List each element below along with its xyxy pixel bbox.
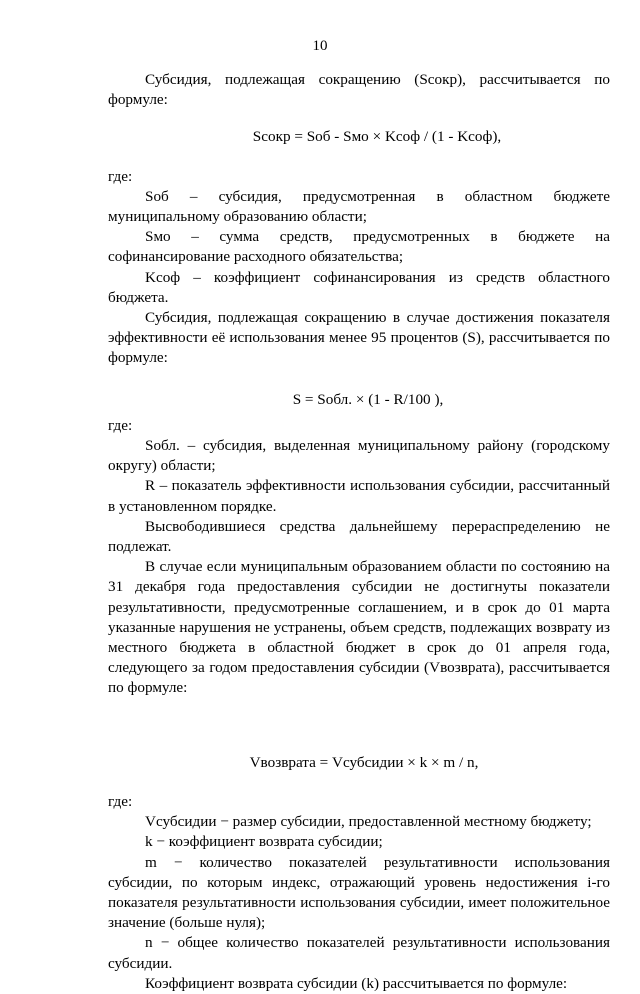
paragraph-reduction-intro: Субсидия, подлежащая сокращению (Sсокр), рассчитывается по формуле: bbox=[108, 71, 610, 109]
formula-return: Vвозврата = Vсубсидии × k × m / n, bbox=[249, 753, 479, 771]
definition-k: k − коэффициент возврата субсидии; bbox=[145, 833, 383, 851]
page-number: 10 bbox=[312, 38, 328, 54]
paragraph-released-funds: Высвободившиеся средства дальнейшему перераспределению не подлежат. bbox=[108, 517, 610, 556]
definition-m: m − количество показателей результативности использования субсидии, по которым индекс, отражающий уровень недостижения i-го показателя результативности использования субсидии, имеет положительное значение (больше нуля); bbox=[108, 853, 610, 932]
definition-vsub: Vсубсидии − размер субсидии, предоставленной местному бюджету; bbox=[145, 813, 592, 831]
formula-efficiency: S = Sобл. × (1 - R/100 ), bbox=[292, 390, 444, 408]
definition-sobl: Sобл. – субсидия, выделенная муниципальному району (городскому округу) области; bbox=[108, 437, 610, 475]
where-label: где: bbox=[108, 416, 133, 434]
paragraph-coefficient-intro: Коэффициент возврата субсидии (k) рассчитывается по формуле: bbox=[145, 974, 568, 992]
where-label: где: bbox=[108, 167, 133, 185]
definition-r: R – показатель эффективности использования субсидии, рассчитанный в установленном порядке. bbox=[108, 477, 610, 515]
definition-sob: Sоб – субсидия, предусмотренная в областном бюджете муниципальному образованию области; bbox=[108, 187, 610, 226]
paragraph-return-intro: В случае если муниципальным образованием области по состоянию на 31 декабря года предоставления субсидии не достигнуты показатели результативности, предусмотренные соглашением, и в срок до 01 марта указанные нарушения не устранены, объем средств, подлежащих возврату из местного бюджета в областной бюджет в срок до 01 апреля года, следующего за годом предоставления субсидии (Vвозврата), рассчитывается по формуле: bbox=[108, 558, 610, 697]
document-body bbox=[108, 70, 610, 994]
definition-ksof: Kсоф – коэффициент софинансирования из средств областного бюджета. bbox=[108, 268, 610, 306]
formula-reduction: Sсокр = Sоб - Sмо × Kсоф / (1 - Kсоф), bbox=[252, 128, 502, 146]
paragraph-efficiency-intro: Субсидия, подлежащая сокращению в случае достижения показателя эффективности её использования менее 95 процентов (S), рассчитывается по формуле: bbox=[108, 309, 610, 367]
definition-n: n − общее количество показателей результативности использования субсидии. bbox=[108, 934, 610, 972]
definition-smo: Sмо – сумма средств, предусмотренных в бюджете на софинансирование расходного обязательства; bbox=[108, 228, 610, 266]
where-label: где: bbox=[108, 792, 133, 810]
